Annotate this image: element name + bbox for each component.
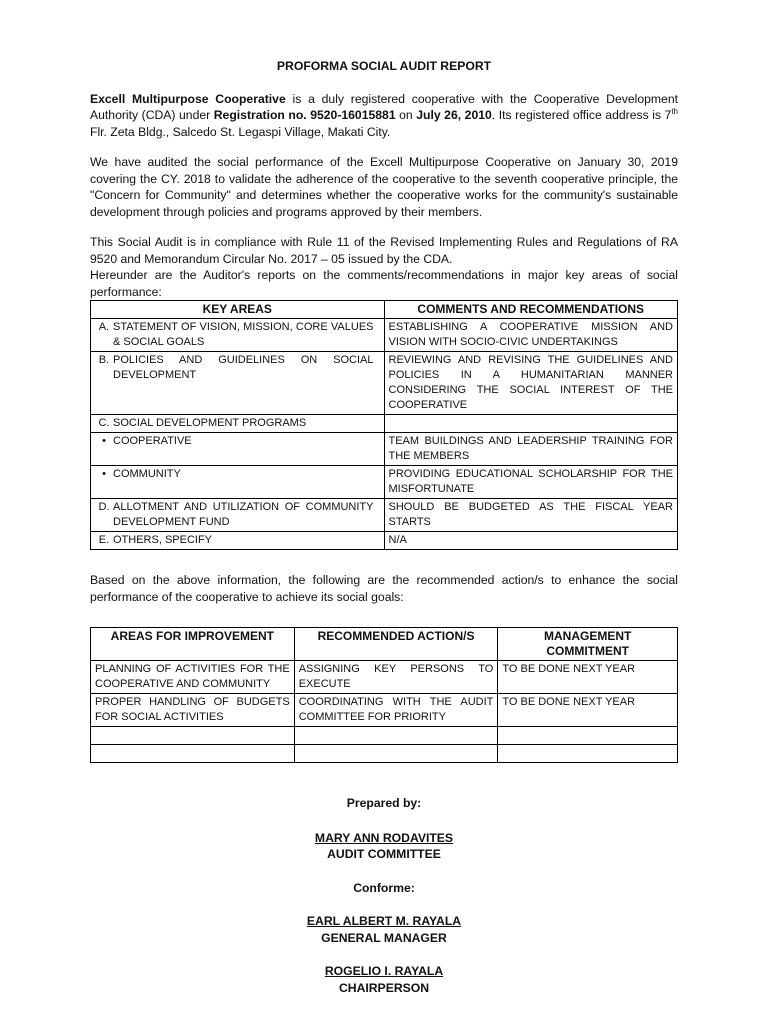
comment-cell: TEAM BUILDINGS AND LEADERSHIP TRAINING FOR THE MEMBERS bbox=[384, 433, 678, 466]
table-row bbox=[91, 745, 678, 763]
improvement-area-cell bbox=[91, 727, 295, 745]
row-marker: B. bbox=[98, 354, 110, 366]
signature-block bbox=[90, 795, 678, 996]
row-marker: C. bbox=[98, 417, 110, 429]
key-area-cell bbox=[91, 352, 385, 415]
commitment-cell: TO BE DONE NEXT YEAR bbox=[498, 661, 678, 694]
table-row bbox=[91, 532, 678, 550]
general-manager-name: EARL ALBERT M. RAYALA bbox=[306, 914, 462, 928]
key-area-text: STATEMENT OF VISION, MISSION, CORE VALUES & SOCIAL GOALS bbox=[113, 321, 374, 348]
table-header-row bbox=[91, 301, 678, 319]
comment-cell: ESTABLISHING A COOPERATIVE MISSION AND VISION WITH SOCIO-CIVIC UNDERTAKINGS bbox=[384, 319, 678, 352]
coop-name: Excell Multipurpose Cooperative bbox=[90, 91, 286, 106]
table-row bbox=[91, 694, 678, 727]
commitment-cell bbox=[498, 745, 678, 763]
key-area-cell bbox=[91, 532, 385, 550]
improvement-area-cell bbox=[91, 745, 295, 763]
areas-for-improvement-header: AREAS FOR IMPROVEMENT bbox=[91, 628, 295, 661]
table-header-row bbox=[91, 628, 678, 661]
document-page bbox=[90, 58, 678, 996]
registration-date: July 26, 2010 bbox=[416, 108, 492, 122]
key-area-text: COOPERATIVE bbox=[113, 435, 192, 447]
chairperson-position: CHAIRPERSON bbox=[338, 980, 430, 995]
compliance-paragraph: This Social Audit is in compliance with Rule 11 of the Revised Implementing Rules and Regulations of RA 9520 and Memorandum Circular No. 2017 – 05 issued by the CDA. bbox=[90, 235, 678, 266]
recommendation-intro-paragraph: Based on the above information, the following are the recommended action/s to enhance the social performance of the cooperative to achieve its social goals: bbox=[90, 573, 678, 604]
key-areas-header: KEY AREAS bbox=[91, 301, 385, 319]
key-area-text: COMMUNITY bbox=[113, 468, 181, 480]
recommended-action-cell: ASSIGNING KEY PERSONS TO EXECUTE bbox=[294, 661, 498, 694]
key-area-text: POLICIES AND GUIDELINES ON SOCIAL DEVELOPMENT bbox=[113, 354, 374, 381]
row-marker: E. bbox=[98, 534, 110, 546]
row-marker: A. bbox=[98, 321, 110, 333]
comments-header: COMMENTS AND RECOMMENDATIONS bbox=[384, 301, 678, 319]
commitment-cell: TO BE DONE NEXT YEAR bbox=[498, 694, 678, 727]
key-areas-table bbox=[90, 300, 678, 550]
table-row bbox=[91, 661, 678, 694]
audit-scope-paragraph: We have audited the social performance of the Excell Multipurpose Cooperative on January 30, 2019 covering the CY. 2018 to validate the adherence of the cooperative to the seventh cooperative principle, the "Concern for Community" and determines whether the cooperative works for the community's sustainable development through policies and programs approved by their members. bbox=[90, 155, 678, 219]
table-row bbox=[91, 466, 678, 499]
row-marker: • bbox=[102, 435, 106, 447]
key-area-text: ALLOTMENT AND UTILIZATION OF COMMUNITY DEVELOPMENT FUND bbox=[113, 501, 374, 528]
recommended-action-cell bbox=[294, 727, 498, 745]
intro-paragraph: Excell Multipurpose Cooperative is a duly registered cooperative with the Cooperative Development Authority (CDA) under Registration no. 9520-16015881 on July 26, 2010. Its registered office address is 7th Flr. Zeta Bldg., Salcedo St. Legaspi Village, Makati City. bbox=[90, 91, 678, 139]
preparer-position: AUDIT COMMITTEE bbox=[327, 847, 441, 861]
chairperson-name: ROGELIO I. RAYALA bbox=[324, 964, 444, 978]
recommended-actions-header: RECOMMENDED ACTION/S bbox=[294, 628, 498, 661]
registration-number: Registration no. 9520-16015881 bbox=[213, 108, 396, 122]
table-row bbox=[91, 352, 678, 415]
key-area-cell bbox=[91, 415, 385, 433]
table-row bbox=[91, 433, 678, 466]
table-row bbox=[91, 499, 678, 532]
key-area-cell bbox=[91, 466, 385, 499]
comment-cell: SHOULD BE BUDGETED AS THE FISCAL YEAR STARTS bbox=[384, 499, 678, 532]
comment-cell: PROVIDING EDUCATIONAL SCHOLARSHIP FOR THE MISFORTUNATE bbox=[384, 466, 678, 499]
table-row bbox=[91, 319, 678, 352]
key-area-text: SOCIAL DEVELOPMENT PROGRAMS bbox=[113, 417, 307, 429]
commitment-cell bbox=[498, 727, 678, 745]
prepared-by-label: Prepared by: bbox=[346, 796, 422, 810]
report-title: PROFORMA SOCIAL AUDIT REPORT bbox=[276, 59, 492, 73]
row-marker: • bbox=[102, 468, 106, 480]
table-row bbox=[91, 415, 678, 433]
reports-intro-paragraph: Hereunder are the Auditor's reports on the comments/recommendations in major key areas of social performance: bbox=[90, 268, 678, 299]
key-area-cell bbox=[91, 433, 385, 466]
key-area-cell bbox=[91, 499, 385, 532]
row-marker: D. bbox=[98, 501, 110, 513]
comment-cell bbox=[384, 415, 678, 433]
improvement-area-cell: PLANNING OF ACTIVITIES FOR THE COOPERATIVE AND COMMUNITY bbox=[91, 661, 295, 694]
recommended-action-cell bbox=[294, 745, 498, 763]
general-manager-position: GENERAL MANAGER bbox=[321, 930, 447, 945]
management-commitment-header: MANAGEMENT COMMITMENT bbox=[498, 628, 678, 661]
table-row bbox=[91, 727, 678, 745]
preparer-name: MARY ANN RODAVITES bbox=[314, 830, 454, 845]
recommended-action-cell: COORDINATING WITH THE AUDIT COMMITTEE FOR PRIORITY bbox=[294, 694, 498, 727]
conforme-label: Conforme: bbox=[353, 880, 415, 895]
comment-cell: REVIEWING AND REVISING THE GUIDELINES AND POLICIES IN A HUMANITARIAN MANNER CONSIDERING THE SOCIAL INTEREST OF THE COOPERATIVE bbox=[384, 352, 678, 415]
key-area-cell bbox=[91, 319, 385, 352]
improvement-table bbox=[90, 627, 678, 763]
improvement-area-cell: PROPER HANDLING OF BUDGETS FOR SOCIAL ACTIVITIES bbox=[91, 694, 295, 727]
comment-cell: N/A bbox=[384, 532, 678, 550]
key-area-text: OTHERS, SPECIFY bbox=[113, 534, 213, 546]
